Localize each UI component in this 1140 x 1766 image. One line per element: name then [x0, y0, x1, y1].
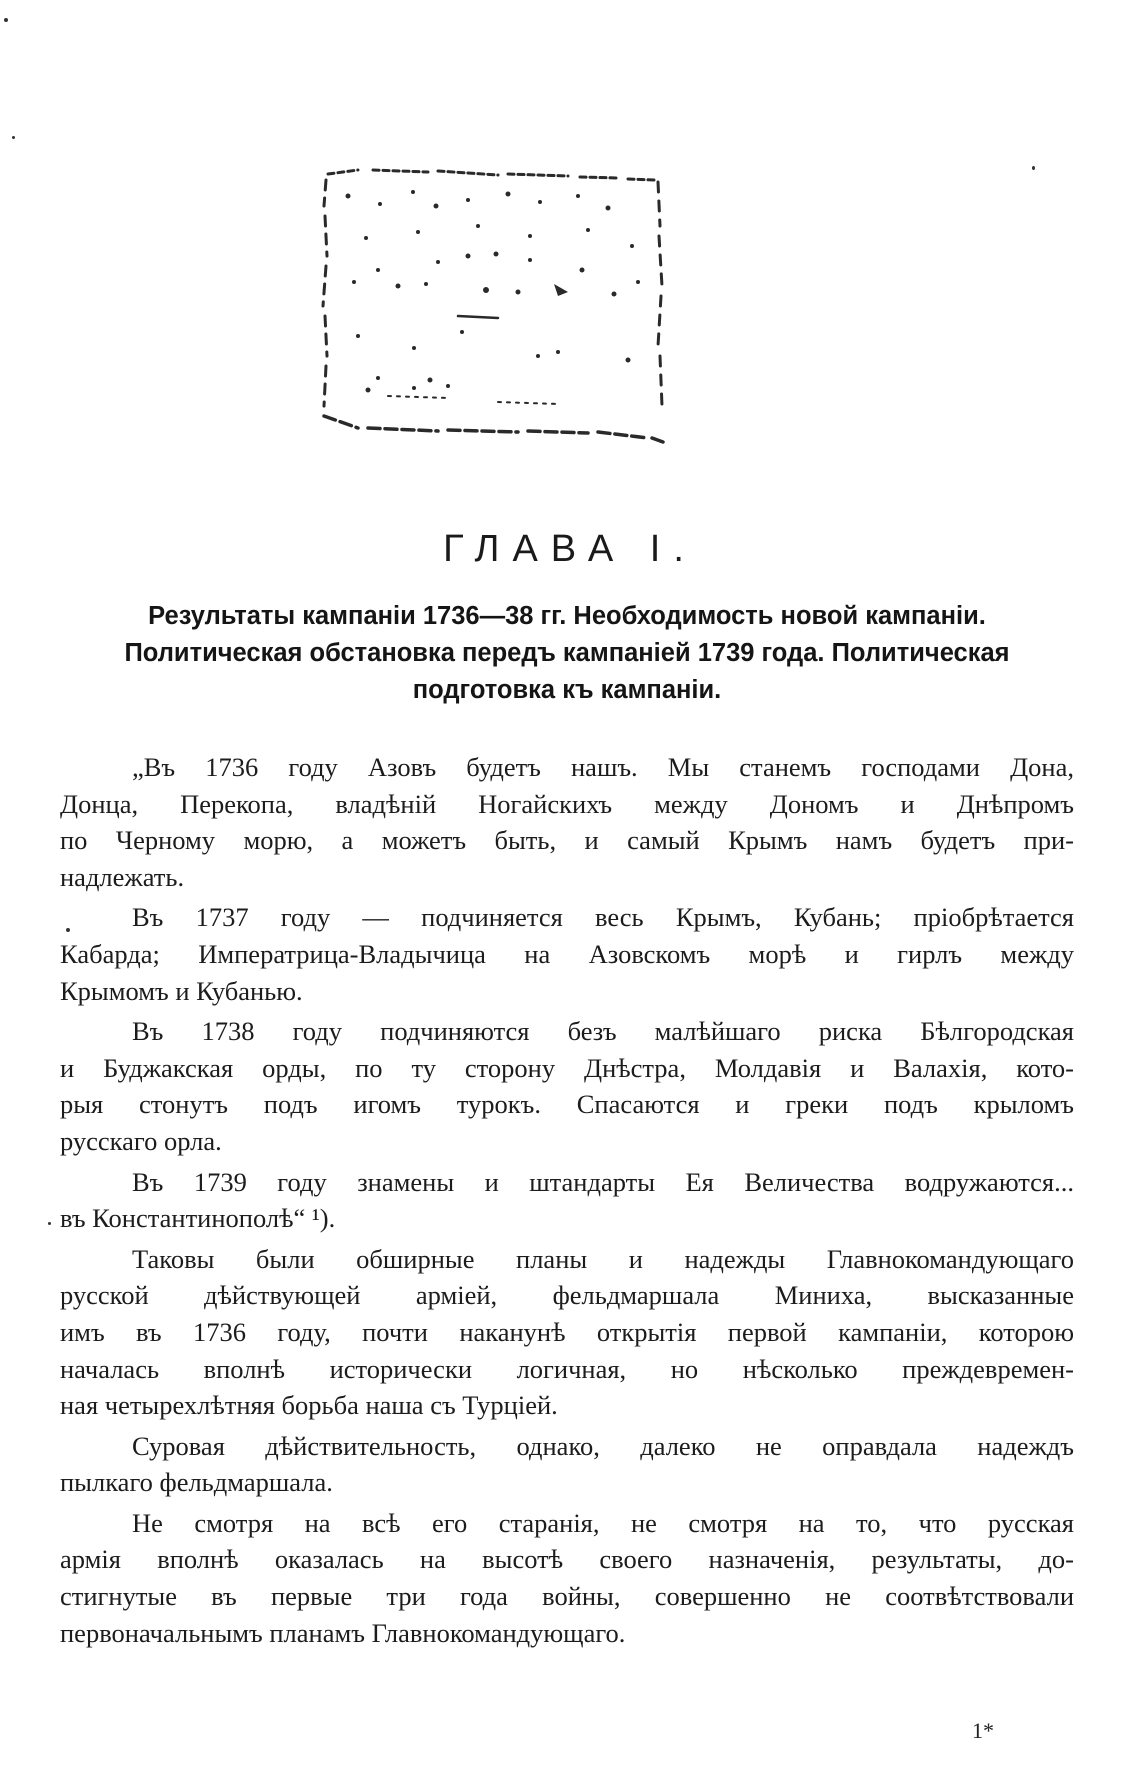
page-number: 1*: [972, 1718, 994, 1743]
text-line: Въ 1739 году знамены и штандарты Ея Величества водружаются...: [132, 1166, 1074, 1197]
subtitle-line: Политическая обстановка передъ кампаніей 1739 года. Политическая: [124, 639, 1010, 667]
text-line: Суровая дѣйствительность, однако, далеко не оправдала надеждъ: [132, 1430, 1074, 1461]
scan-speck: [48, 1222, 51, 1225]
text-line: Донца, Перекопа, владѣній Ногайскихъ между Дономъ и Днѣпромъ: [60, 788, 1074, 819]
text-line: надлежать.: [60, 861, 185, 892]
text-line: Въ 1737 году — подчиняется весь Крымъ, Кубань; пріобрѣтается: [132, 902, 1074, 933]
paragraph-results: [60, 1505, 1074, 1651]
text-line: началась вполнѣ исторически логичная, но нѣсколько преждевремен-: [60, 1353, 1074, 1384]
text-line: Кабарда; Императрица-Владычица на Азовскомъ морѣ и гирлъ между: [60, 938, 1074, 969]
scan-speck: [1032, 166, 1035, 170]
text-line: русской дѣйствующей арміей, фельдмаршала Миниха, высказанные: [60, 1280, 1074, 1311]
text-line: первоначальнымъ планамъ Главнокомандующаго.: [60, 1617, 626, 1648]
text-line: ная четырехлѣтняя борьба наша съ Турціей.: [60, 1390, 558, 1421]
subtitle-line: Результаты кампаніи 1736—38 гг. Необходимость новой кампаніи.: [148, 602, 986, 630]
paragraph-1738: [60, 1013, 1074, 1159]
text-line: рыя стонутъ подъ игомъ турокъ. Спасаются и греки подъ крыломъ: [60, 1089, 1074, 1120]
text-line: „Въ 1736 году Азовъ будетъ нашъ. Мы станемъ господами Дона,: [132, 752, 1074, 782]
paragraph-quote-1736: [60, 749, 1074, 895]
text-line: армія вполнѣ оказалась на высотѣ своего назначенія, результаты, до-: [60, 1544, 1074, 1575]
subtitle-line: подготовка къ кампаніи.: [412, 676, 722, 704]
paragraph-1739: [60, 1164, 1074, 1237]
body-text: [60, 749, 1074, 1655]
scan-speck: [12, 136, 15, 139]
text-line: Крымомъ и Кубанью.: [60, 975, 303, 1006]
text-line: русскаго орла.: [60, 1125, 222, 1156]
scan-speck: [4, 18, 8, 22]
paragraph-plans: [60, 1241, 1074, 1424]
text-line: и Буджакская орды, по ту сторону Днѣстра, Молдавія и Валахія, кото-: [60, 1052, 1074, 1083]
text-line: имъ въ 1736 году, почти наканунѣ открытія первой кампаніи, которою: [60, 1316, 1074, 1347]
paragraph-1737: [60, 899, 1074, 1009]
chapter-subtitle: [60, 598, 1074, 709]
text-line: Таковы были обширные планы и надежды Главнокомандующаго: [132, 1243, 1074, 1274]
library-stamp: [318, 166, 670, 450]
scan-speck: [66, 928, 70, 932]
chapter-heading: ГЛАВА I.: [443, 528, 697, 570]
text-line: по Черному морю, а можетъ быть, и самый Крымъ намъ будетъ при-: [60, 825, 1074, 856]
text-line: Не смотря на всѣ его старанія, не смотря на то, что русская: [132, 1507, 1074, 1538]
text-line: въ Константинополѣ“ ¹).: [60, 1203, 336, 1234]
text-line: стигнутые въ первые три года войны, совершенно не соотвѣтствовали: [60, 1581, 1074, 1612]
text-line: пылкаго фельдмаршала.: [60, 1467, 333, 1498]
text-line: Въ 1738 году подчиняются безъ малѣйшаго риска Бѣлгородская: [132, 1016, 1074, 1047]
paragraph-reality: [60, 1428, 1074, 1501]
